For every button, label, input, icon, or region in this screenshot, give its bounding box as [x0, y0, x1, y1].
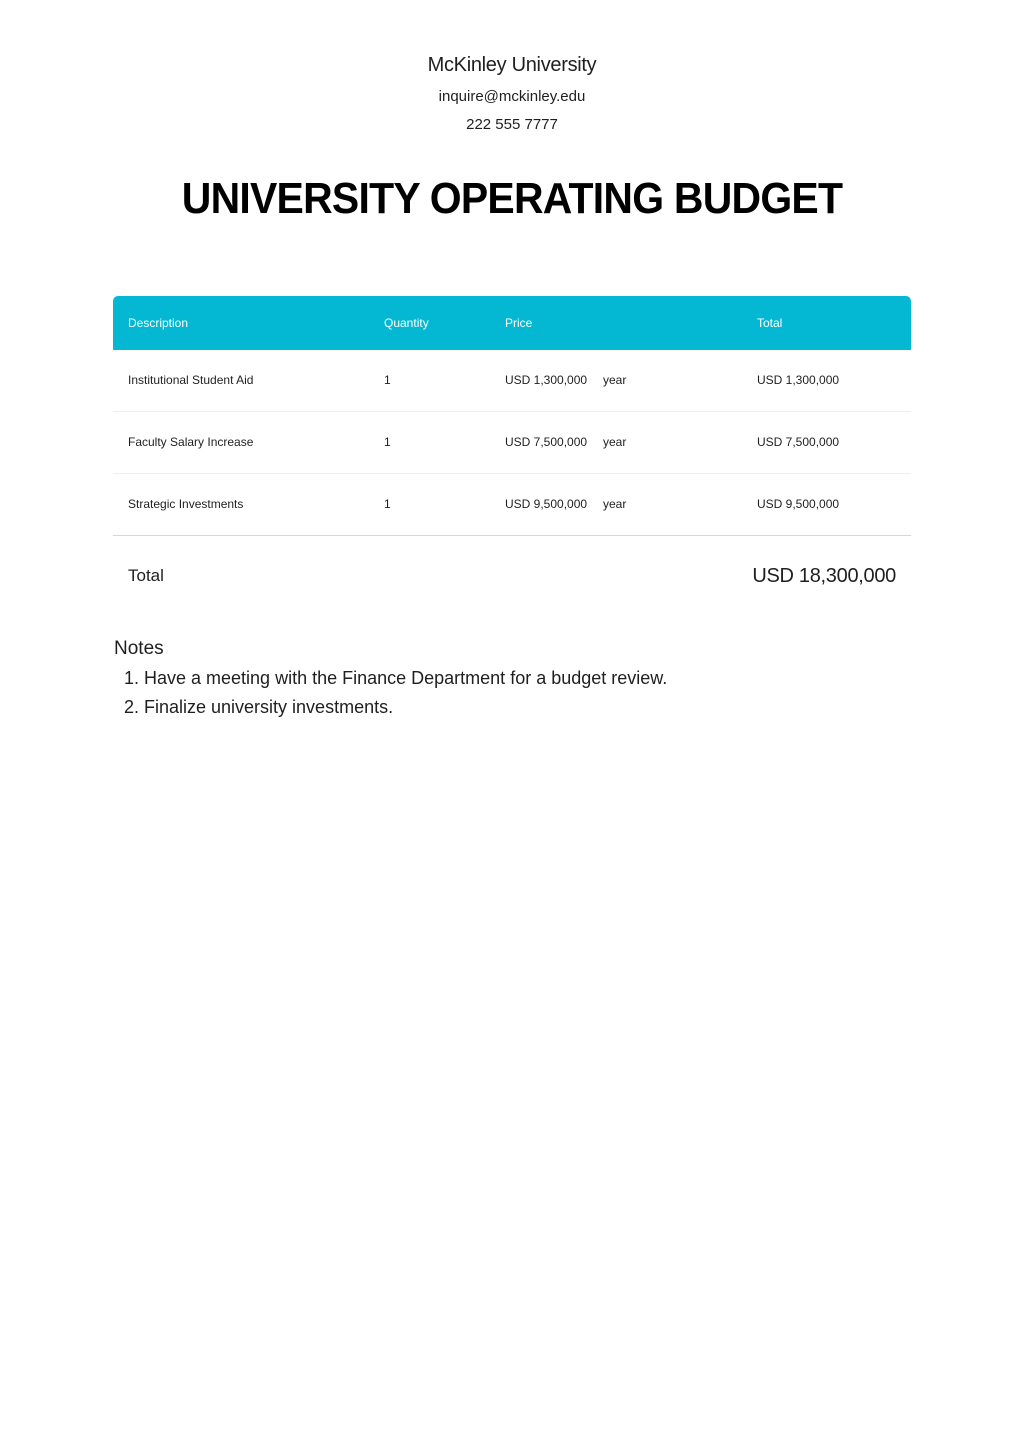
- row-quantity: 1: [384, 497, 391, 511]
- budget-table: [113, 296, 911, 616]
- notes-list: [114, 664, 914, 722]
- table-row: [113, 350, 911, 412]
- document-title: UNIVERSITY OPERATING BUDGET: [181, 174, 843, 223]
- row-quantity: 1: [384, 435, 391, 449]
- note-item: 2. Finalize university investments.: [144, 693, 914, 722]
- column-header-description: Description: [128, 316, 189, 330]
- organization-name: McKinley University: [427, 54, 597, 76]
- row-description: Faculty Salary Increase: [128, 435, 254, 449]
- row-unit: year: [603, 497, 627, 511]
- row-price: USD 9,500,000: [505, 497, 588, 511]
- notes-section: [114, 638, 914, 722]
- row-price: USD 7,500,000: [505, 435, 588, 449]
- row-description: Institutional Student Aid: [128, 373, 254, 387]
- note-item: 1. Have a meeting with the Finance Department for a budget review.: [144, 664, 914, 693]
- grand-total-row: [113, 536, 911, 616]
- row-unit: year: [603, 373, 627, 387]
- row-quantity: 1: [384, 373, 391, 387]
- grand-total-label: Total: [128, 566, 164, 585]
- row-unit: year: [603, 435, 627, 449]
- notes-title: Notes: [114, 638, 164, 659]
- row-description: Strategic Investments: [128, 497, 244, 511]
- grand-total-value: USD 18,300,000: [752, 565, 896, 587]
- row-total: USD 9,500,000: [757, 497, 840, 511]
- column-header-price: Price: [505, 316, 533, 330]
- organization-phone: 222 555 7777: [466, 116, 558, 133]
- table-row: [113, 412, 911, 474]
- table-header: [113, 296, 911, 350]
- table-row: [113, 474, 911, 536]
- organization-email: inquire@mckinley.edu: [438, 88, 586, 105]
- row-total: USD 7,500,000: [757, 435, 840, 449]
- row-price: USD 1,300,000: [505, 373, 588, 387]
- column-header-total: Total: [757, 316, 783, 330]
- column-header-quantity: Quantity: [384, 316, 429, 330]
- row-total: USD 1,300,000: [757, 373, 840, 387]
